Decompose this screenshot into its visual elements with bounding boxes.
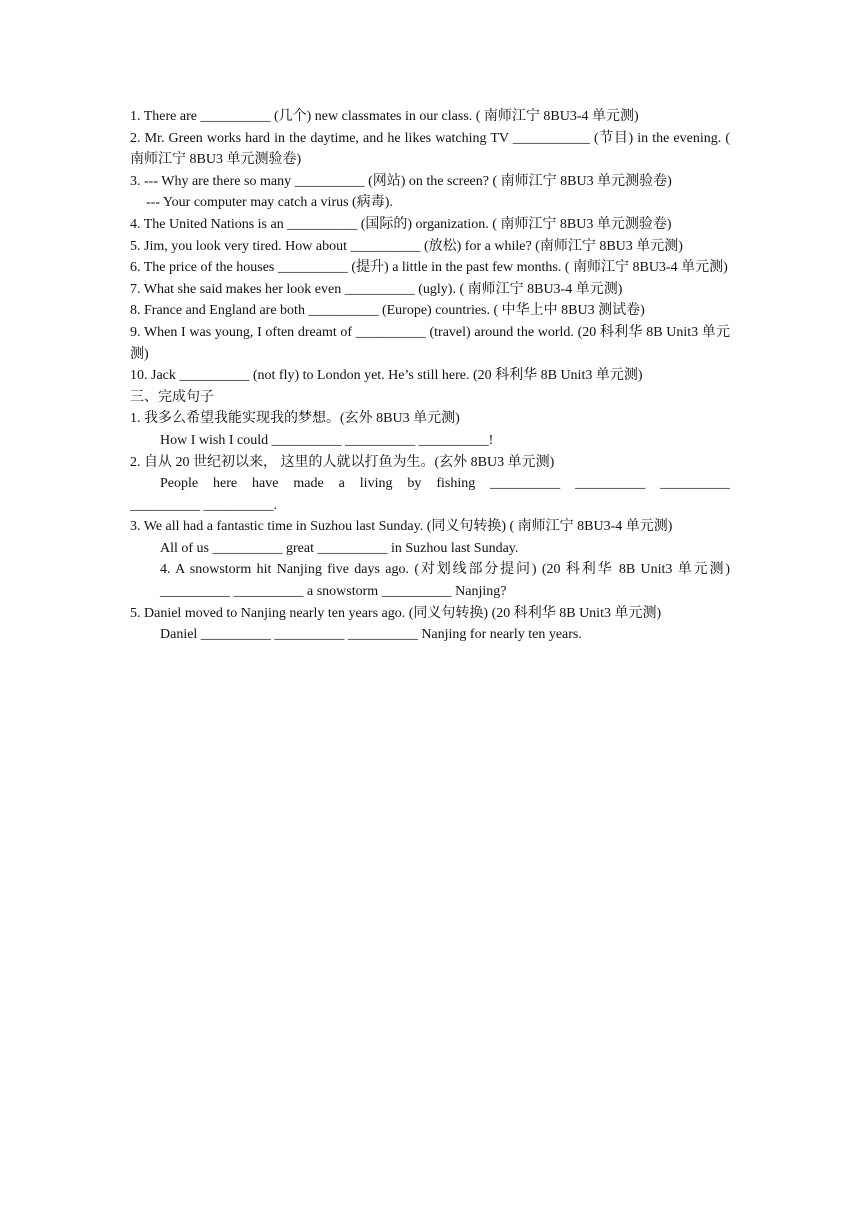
exercise-item: 5. Jim, you look very tired. How about __________ (放松) for a while? (南师江宁 8BU3 单元测) [130, 238, 683, 254]
exercise-content [130, 106, 730, 646]
exercise-item: 2. Mr. Green works hard in the daytime, and he likes watching TV ___________ (节目) in the evening. ( 南师江宁 8BU3 单元测验卷) [130, 130, 730, 168]
answer-line: All of us __________ great __________ in Suzhou last Sunday. [160, 540, 519, 556]
exercise-item: 1. There are __________ (几个) new classmates in our class. ( 南师江宁 8BU3-4 单元测) [130, 109, 639, 124]
exercise-item: 4. The United Nations is an __________ (国际的) organization. ( 南师江宁 8BU3 单元测验卷) [130, 216, 672, 232]
exercise-item: 9. When I was young, I often dreamt of __________ (travel) around the world. (20 科利华 8B Unit3 单元测) [130, 324, 730, 362]
question-prompt: 5. Daniel moved to Nanjing nearly ten years ago. (同义句转换) (20 科利华 8B Unit3 单元测) [130, 605, 662, 621]
word-form-exercise [130, 106, 730, 387]
question-prompt: 2. 自从 20 世纪初以来， 这里的人就以打鱼为生。(玄外 8BU3 单元测) [130, 454, 555, 470]
question-prompt: 1. 我多么希望我能实现我的梦想。(玄外 8BU3 单元测) [130, 411, 460, 427]
answer-line: Daniel __________ __________ __________ Nanjing for nearly ten years. [160, 627, 582, 643]
exercise-item: 3. --- Why are there so many __________ (网站) on the screen? ( 南师江宁 8BU3 单元测验卷) [130, 173, 672, 189]
exercise-item: 8. France and England are both __________ (Europe) countries. ( 中华上中 8BU3 测试卷) [130, 303, 645, 319]
question-prompt: 4. A snowstorm hit Nanjing five days ago. (对划线部分提问) (20 科利华 8B Unit3 单元测) __________ __________ a snowstorm __________ Nanjing? [160, 562, 730, 600]
answer-line: __________ __________. [130, 497, 277, 513]
section-heading: 三、完成句子 [130, 389, 214, 405]
exercise-item-continuation: --- Your computer may catch a virus (病毒). [146, 195, 393, 211]
answer-line: People here have made a living by fishing __________ __________ __________ [160, 476, 730, 492]
exercise-item: 10. Jack __________ (not fly) to London yet. He’s still here. (20 科利华 8B Unit3 单元测) [130, 368, 643, 384]
question-prompt: 3. We all had a fantastic time in Suzhou last Sunday. (同义句转换) ( 南师江宁 8BU3-4 单元测) [130, 519, 673, 535]
sentence-completion-exercise [130, 387, 730, 646]
exercise-item: 6. The price of the houses __________ (提升) a little in the past few months. ( 南师江宁 8BU3-4 单元测) [130, 260, 728, 276]
exercise-item: 7. What she said makes her look even __________ (ugly). ( 南师江宁 8BU3-4 单元测) [130, 281, 623, 297]
answer-line: How I wish I could __________ __________ __________! [160, 432, 494, 448]
